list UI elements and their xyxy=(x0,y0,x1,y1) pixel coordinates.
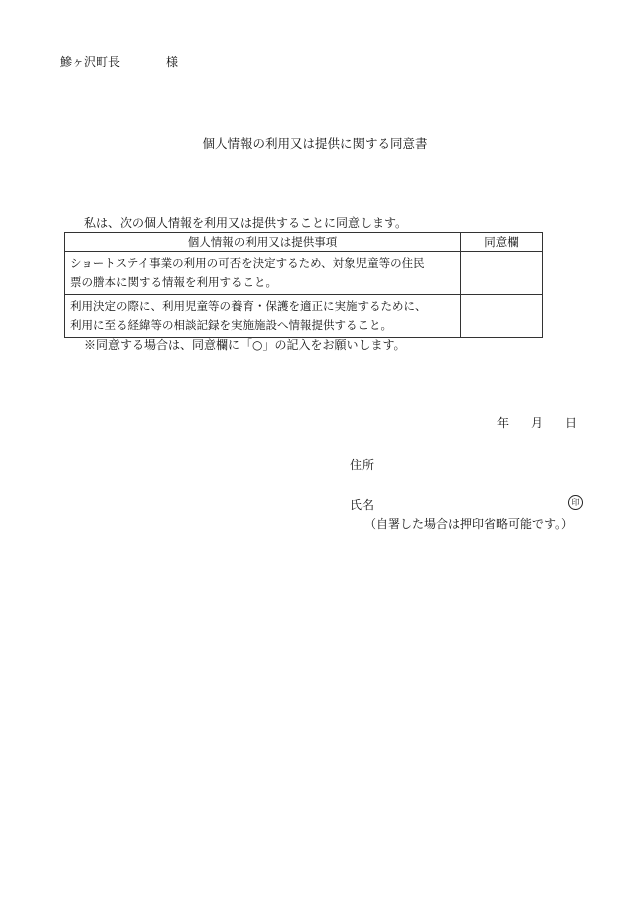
addressee-name: 鰺ヶ沢町長 xyxy=(60,55,121,69)
consent-item xyxy=(65,295,461,338)
date-day: 日 xyxy=(565,416,578,430)
table-row xyxy=(65,252,543,295)
addressee xyxy=(60,53,178,70)
consent-item-line: 利用に至る経緯等の相談記録を実施施設へ情報提供すること。 xyxy=(70,318,392,332)
consent-item xyxy=(65,252,461,295)
address-label: 住所 xyxy=(350,458,375,472)
document-title: 個人情報の利用又は提供に関する同意書 xyxy=(202,136,428,151)
consent-item-line: ショートステイ事業の利用の可否を決定するため、対象児童等の住民 xyxy=(70,256,425,270)
seal-mark: 印 xyxy=(568,495,583,510)
consent-checkbox-cell[interactable] xyxy=(461,295,543,338)
date-month: 月 xyxy=(531,416,544,430)
table-header-row xyxy=(65,233,543,252)
column-header-item: 個人情報の利用又は提供事項 xyxy=(65,233,461,252)
date-line xyxy=(497,414,577,431)
intro-text: 私は、次の個人情報を利用又は提供することに同意します。 xyxy=(84,216,408,230)
honorific: 様 xyxy=(166,55,179,69)
table-row xyxy=(65,295,543,338)
consent-note: ※同意する場合は、同意欄に「○」の記入をお願いします。 xyxy=(84,338,406,352)
consent-item-line: 票の謄本に関する情報を利用すること。 xyxy=(70,275,277,289)
column-header-consent: 同意欄 xyxy=(461,233,543,252)
consent-checkbox-cell[interactable] xyxy=(461,252,543,295)
date-year: 年 xyxy=(497,416,510,430)
consent-table xyxy=(64,232,543,338)
consent-item-line: 利用決定の際に、利用児童等の養育・保護を適正に実施するために、 xyxy=(70,299,427,313)
signature-note: （自署した場合は押印省略可能です。） xyxy=(364,517,574,531)
name-label: 氏名 xyxy=(350,498,375,512)
